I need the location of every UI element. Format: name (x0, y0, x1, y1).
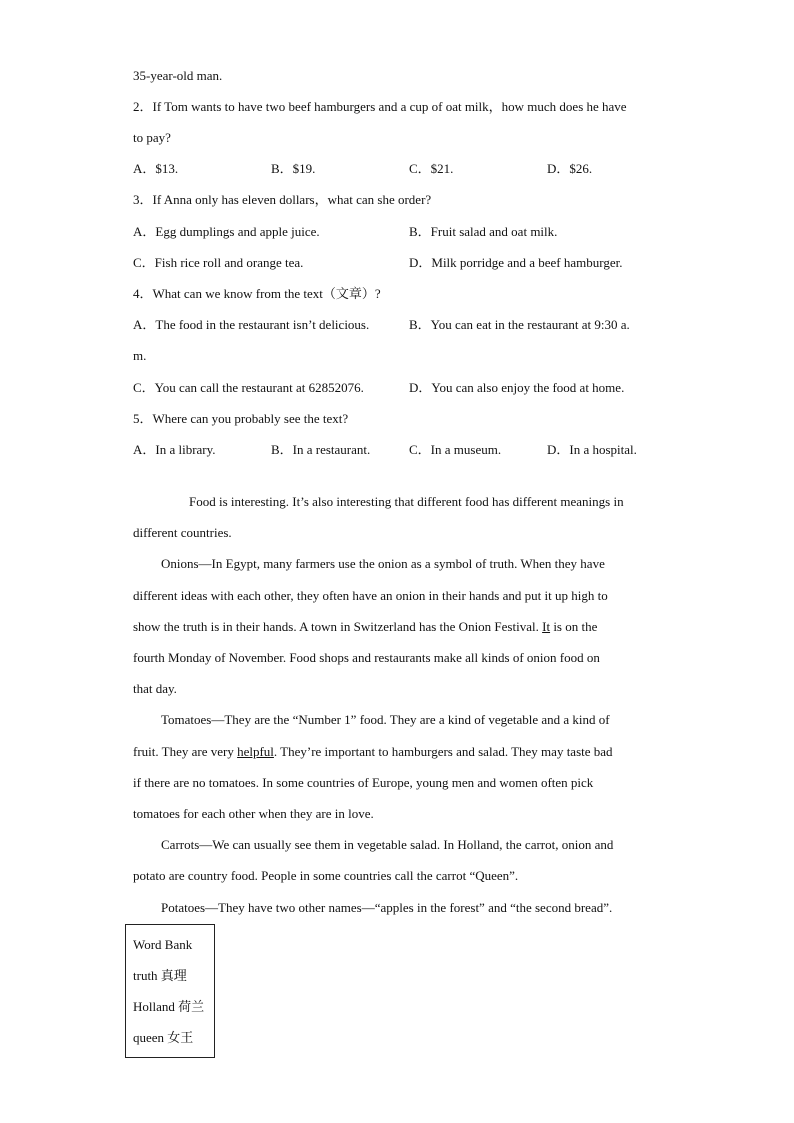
passage-intro-cont: different countries. (133, 525, 232, 540)
question-4-stem: 4．What can we know from the text（文章）? (133, 286, 381, 301)
passage-intro: Food is interesting. It’s also interesting that different food has different meanings in (189, 494, 624, 509)
onions-line: Onions—In Egypt, many farmers use the onion as a symbol of truth. When they have (161, 556, 605, 571)
question-2-stem-cont: to pay? (133, 130, 171, 145)
question-3-option-a: A．Egg dumplings and apple juice. (133, 224, 320, 239)
question-5-option-b: B．In a restaurant. (271, 442, 371, 457)
tomatoes-line: tomatoes for each other when they are in love. (133, 806, 374, 821)
word-bank-box (125, 924, 215, 1058)
question-3-option-c: C．Fish rice roll and orange tea. (133, 255, 304, 270)
onions-line: fourth Monday of November. Food shops and restaurants make all kinds of onion food on (133, 650, 600, 665)
word-bank-item: truth 真理 (133, 968, 187, 983)
question-5-option-d: D．In a hospital. (547, 442, 637, 457)
question-4-option-c: C．You can call the restaurant at 62852076. (133, 380, 364, 395)
question-3-option-b: B．Fruit salad and oat milk. (409, 224, 558, 239)
question-5-stem: 5．Where can you probably see the text? (133, 411, 349, 426)
question-2-option-d: D．$26. (547, 161, 593, 176)
question-5-option-c: C．In a museum. (409, 442, 502, 457)
onions-text: show the truth is in their hands. A town in Switzerland has the Onion Festival. (133, 619, 543, 634)
question-3-option-d: D．Milk porridge and a beef hamburger. (409, 255, 623, 270)
question-3-stem: 3．If Anna only has eleven dollars，what can she order? (133, 192, 432, 207)
question-2-option-b: B．$19. (271, 161, 316, 176)
question-1-tail: 35-year-old man. (133, 68, 223, 83)
underlined-word-helpful: helpful (237, 744, 274, 759)
tomatoes-line: if there are no tomatoes. In some countries of Europe, young men and women often pick (133, 775, 594, 790)
carrots-line: Carrots—We can usually see them in vegetable salad. In Holland, the carrot, onion and (161, 837, 614, 852)
tomatoes-line: Tomatoes—They are the “Number 1” food. They are a kind of vegetable and a kind of (161, 712, 610, 727)
question-4-option-b: B．You can eat in the restaurant at 9:30 a. (409, 317, 630, 332)
tomatoes-text: fruit. They are very (133, 744, 238, 759)
onions-line: that day. (133, 681, 177, 696)
underlined-word-it: It (542, 619, 551, 634)
tomatoes-text: . They’re important to hamburgers and salad. They may taste bad (273, 744, 613, 759)
question-4-option-a: A．The food in the restaurant isn’t delicious. (133, 317, 370, 332)
word-bank-title: Word Bank (133, 937, 193, 952)
question-4-option-b-cont: m. (133, 348, 147, 363)
onions-line: different ideas with each other, they often have an onion in their hands and put it up high to (133, 588, 608, 603)
question-4-option-d: D．You can also enjoy the food at home. (409, 380, 625, 395)
onions-text: is on the (550, 619, 598, 634)
carrots-line: potato are country food. People in some countries call the carrot “Queen”. (133, 868, 519, 883)
question-5-option-a: A．In a library. (133, 442, 216, 457)
question-2-option-c: C．$21. (409, 161, 454, 176)
potatoes-paragraph: Potatoes—They have two other names—“apples in the forest” and “the second bread”. (161, 900, 613, 915)
onions-line (133, 619, 597, 635)
tomatoes-line (133, 744, 613, 760)
word-bank-item: Holland 荷兰 (133, 999, 205, 1014)
word-bank-item: queen 女王 (133, 1030, 194, 1045)
question-2-option-a: A．$13. (133, 161, 179, 176)
question-2-stem: 2．If Tom wants to have two beef hamburgers and a cup of oat milk，how much does he have (133, 99, 627, 114)
